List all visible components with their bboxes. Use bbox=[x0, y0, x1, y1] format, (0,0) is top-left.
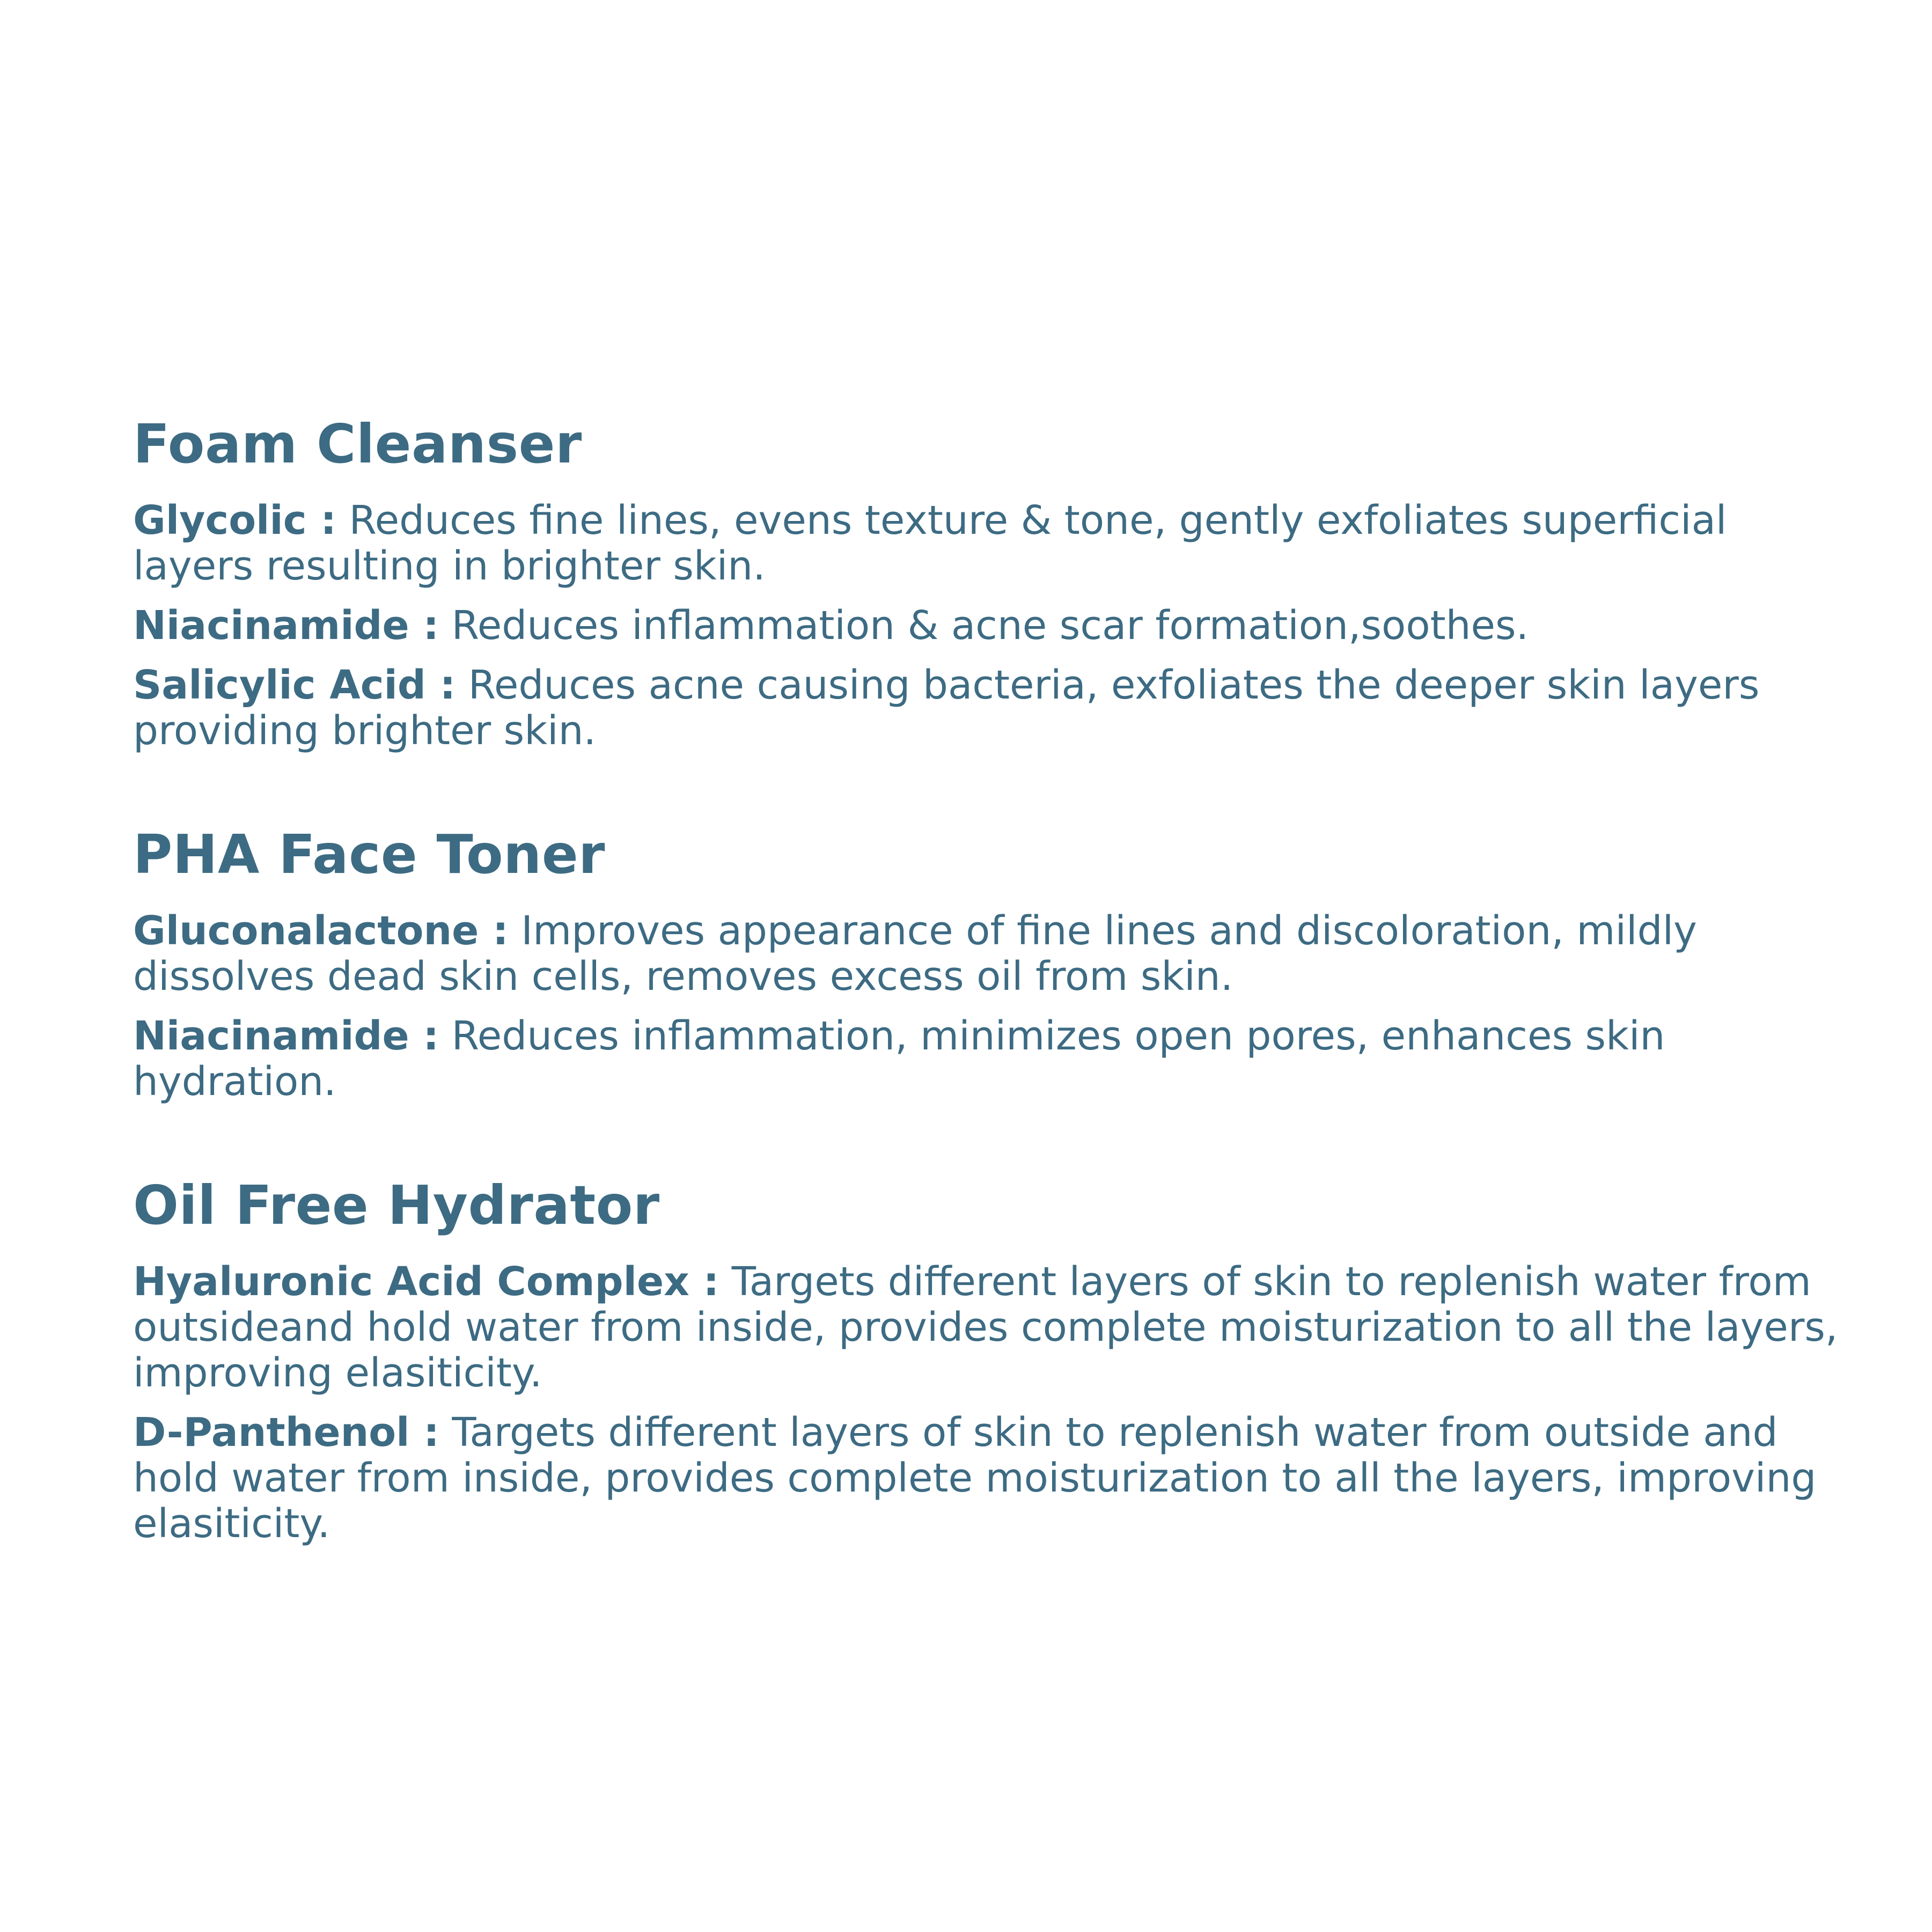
ingredient-description: Targets different layers of skin to replenish water from outside and hold water from inside, provides complete moisturization to all the layers, improving elasiticity. bbox=[133, 1409, 1817, 1547]
ingredient-name: Salicylic Acid : bbox=[133, 662, 456, 708]
ingredient-item bbox=[133, 603, 1845, 649]
ingredient-item bbox=[133, 498, 1845, 589]
ingredient-item bbox=[133, 908, 1845, 1000]
section-title: PHA Face Toner bbox=[133, 823, 605, 886]
ingredient-name: Niacinamide : bbox=[133, 1013, 439, 1059]
section-pha-face-toner bbox=[133, 824, 1845, 1105]
ingredient-description: Improves appearance of fine lines and discoloration, mildly dissolves dead skin cells, removes excess oil from skin. bbox=[133, 908, 1697, 1000]
ingredient-name: Hyaluronic Acid Complex : bbox=[133, 1259, 719, 1305]
ingredient-item bbox=[133, 1410, 1845, 1547]
section-foam-cleanser bbox=[133, 413, 1845, 754]
ingredient-item bbox=[133, 663, 1845, 754]
ingredient-sections bbox=[133, 413, 1845, 1547]
ingredient-item bbox=[133, 1259, 1845, 1396]
ingredient-name: Glycolic : bbox=[133, 497, 336, 543]
ingredient-description: Reduces acne causing bacteria, exfoliates the deeper skin layers providing brighter skin. bbox=[133, 662, 1760, 754]
ingredient-name: D-Panthenol : bbox=[133, 1409, 439, 1456]
section-oil-free-hydrator bbox=[133, 1174, 1845, 1547]
section-title: Foam Cleanser bbox=[133, 413, 582, 475]
ingredient-description: Reduces fine lines, evens texture & tone, gently exfoliates superficial layers resulting in brighter skin. bbox=[133, 497, 1727, 589]
ingredient-description: Targets different layers of skin to replenish water from outsideand hold water from inside, provides complete moisturization to all the layers, improving elasiticity. bbox=[133, 1259, 1838, 1396]
ingredient-name: Niacinamide : bbox=[133, 603, 439, 649]
ingredient-item bbox=[133, 1013, 1845, 1105]
ingredient-description: Reduces inflammation, minimizes open pores, enhances skin hydration. bbox=[133, 1013, 1665, 1105]
section-title: Oil Free Hydrator bbox=[133, 1174, 660, 1237]
ingredient-name: Gluconalactone : bbox=[133, 908, 509, 954]
ingredient-description: Reduces inflammation & acne scar formation,soothes. bbox=[451, 603, 1529, 649]
